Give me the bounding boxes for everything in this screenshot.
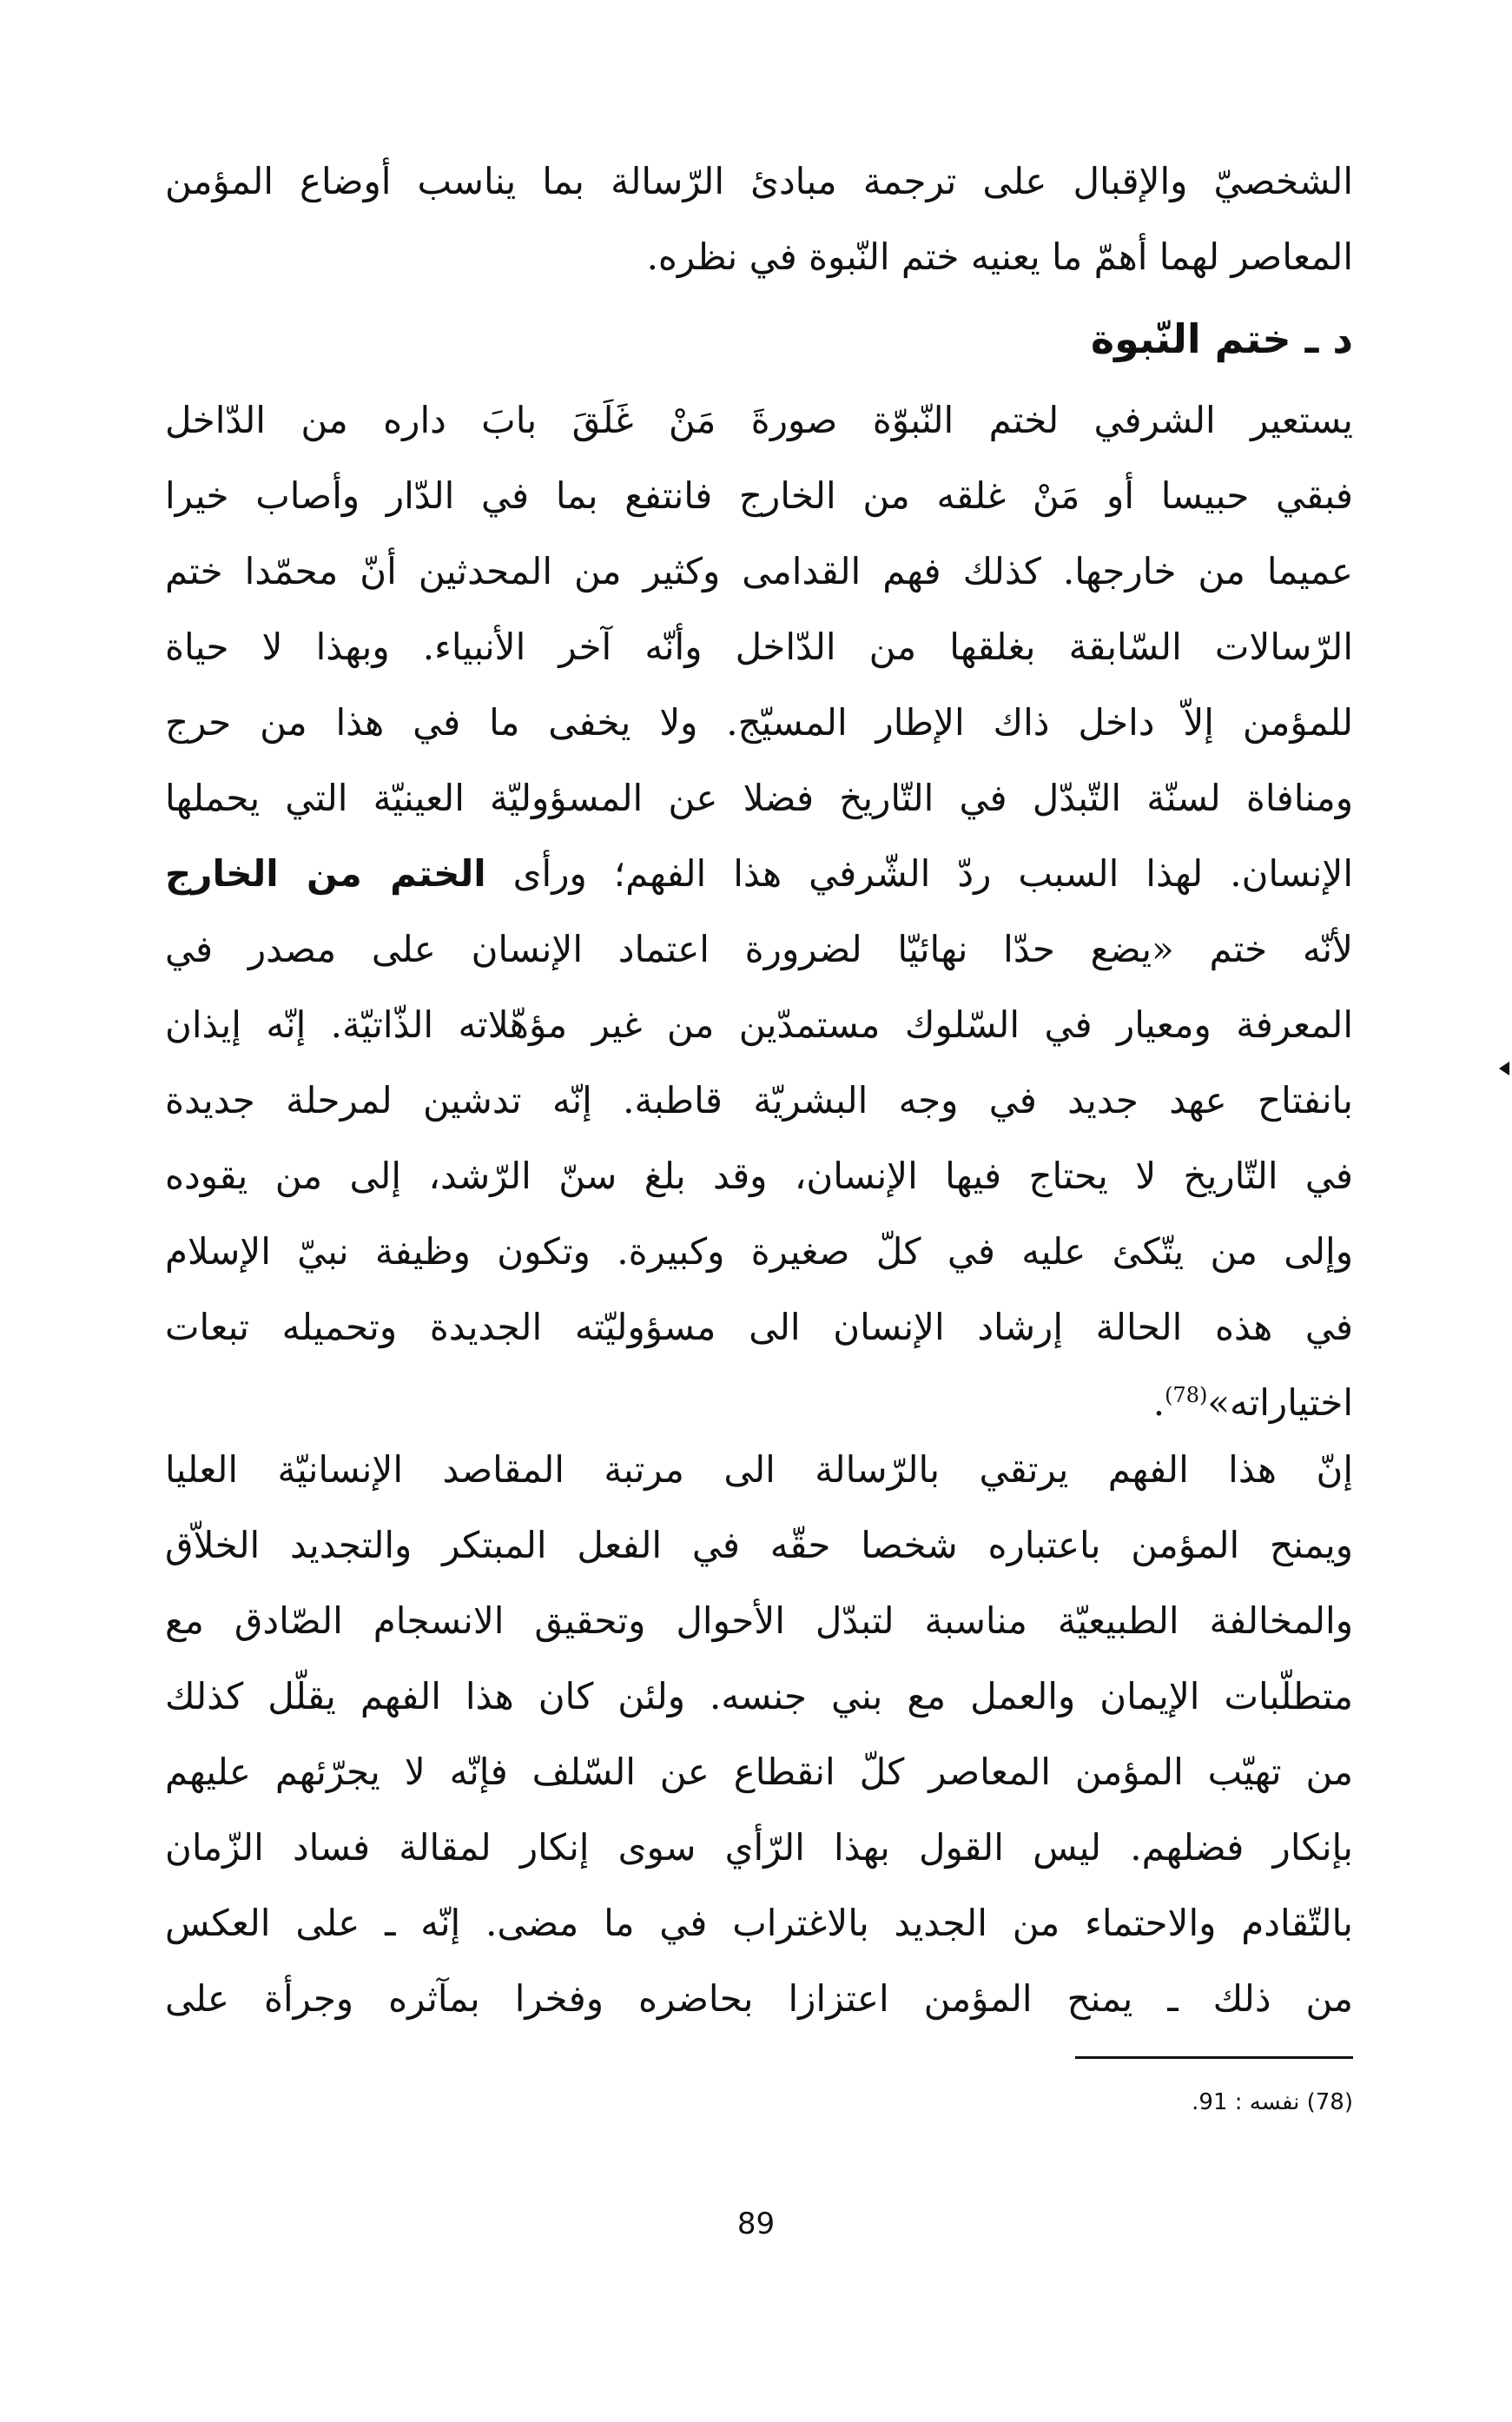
text-line-last bbox=[165, 1365, 1353, 1440]
text-line: لأنّه ختم «يضع حدّا نهائيّا لضرورة اعتماد الإنسان على مصدر في bbox=[165, 928, 1353, 970]
text-line: بإنكار فضلهم. ليس القول بهذا الرّأي سوى إنكار لمقالة فساد الزّمان bbox=[165, 1826, 1353, 1869]
page-number: 89 bbox=[736, 2207, 776, 2241]
line-text: اختياراته» bbox=[1207, 1381, 1353, 1424]
text-line: من تهيّب المؤمن المعاصر كلّ انقطاع عن السّلف فإنّه لا يجرّئهم عليهم bbox=[165, 1750, 1353, 1793]
text-line: فبقي حبيسا أو مَنْ غلقه من الخارج فانتفع بما في الدّار وأصاب خيرا bbox=[165, 474, 1353, 517]
text-line: في التّاريخ لا يحتاج فيها الإنسان، وقد بلغ سنّ الرّشد، إلى من يقوده bbox=[165, 1155, 1353, 1197]
text-line: يستعير الشرفي لختم النّبوّة صورةَ مَنْ غَلَقَ بابَ داره من الدّاخل bbox=[165, 399, 1353, 441]
margin-arrow-icon bbox=[1499, 1062, 1509, 1075]
footnote: (78) نفسه : 91. bbox=[1192, 2089, 1353, 2115]
text-line: من ذلك ـ يمنح المؤمن اعتزازا بحاضره وفخرا بمآثره وجرأة على bbox=[165, 1977, 1353, 2020]
bold-phrase: الختم من الخارج bbox=[165, 852, 486, 895]
text-line: الشخصيّ والإقبال على ترجمة مبادئ الرّسالة بما يناسب أوضاع المؤمن bbox=[165, 160, 1353, 202]
text-line-with-bold bbox=[165, 836, 1353, 911]
text-line: وإلى من يتّكئ عليه في كلّ صغيرة وكبيرة. وتكون وظيفة نبيّ الإسلام bbox=[165, 1230, 1353, 1273]
footnote-reference[interactable]: (78) bbox=[1165, 1383, 1208, 1407]
line-text: الإنسان. لهذا السبب ردّ الشّرفي هذا الفهم؛ ورأى bbox=[485, 852, 1353, 895]
line-end: . bbox=[1152, 1381, 1165, 1424]
paragraph-3 bbox=[165, 1432, 1353, 2036]
text-line: متطلّبات الإيمان والعمل مع بني جنسه. ولئن كان هذا الفهم يقلّل كذلك bbox=[165, 1675, 1353, 1717]
text-line: ومنافاة لسنّة التّبدّل في التّاريخ فضلا عن المسؤوليّة العينيّة التي يحملها bbox=[165, 777, 1353, 819]
section-heading: د ـ ختم النّبوة bbox=[1091, 315, 1353, 362]
paragraph-2 bbox=[165, 382, 1353, 1440]
text-line: ويمنح المؤمن باعتباره شخصا حقّه في الفعل المبتكر والتجديد الخلاّق bbox=[165, 1524, 1353, 1566]
text-line: بانفتاح عهد جديد في وجه البشريّة قاطبة. إنّه تدشين لمرحلة جديدة bbox=[165, 1079, 1353, 1122]
text-line: المعرفة ومعيار في السّلوك مستمدّين من غير مؤهّلاته الذّاتيّة. إنّه إيذان bbox=[165, 1003, 1353, 1046]
text-line: في هذه الحالة إرشاد الإنسان الى مسؤوليّته الجديدة وتحميله تبعات bbox=[165, 1306, 1353, 1348]
text-line: الرّسالات السّابقة بغلقها من الدّاخل وأنّه آخر الأنبياء. وبهذا لا حياة bbox=[165, 625, 1353, 668]
text-line: المعاصر لهما أهمّ ما يعنيه ختم النّبوة في نظره. bbox=[646, 235, 1353, 278]
text-line: إنّ هذا الفهم يرتقي بالرّسالة الى مرتبة المقاصد الإنسانيّة العليا bbox=[165, 1448, 1353, 1491]
paragraph-1 bbox=[165, 143, 1353, 294]
text-line: للمؤمن إلاّ داخل ذاك الإطار المسيّج. ولا يخفى ما في هذا من حرج bbox=[165, 701, 1353, 744]
text-line: بالتّقادم والاحتماء من الجديد بالاغتراب في ما مضى. إنّه ـ على العكس bbox=[165, 1902, 1353, 1944]
footnote-divider bbox=[1075, 2056, 1353, 2059]
text-line: والمخالفة الطبيعيّة مناسبة لتبدّل الأحوال وتحقيق الانسجام الصّادق مع bbox=[165, 1599, 1353, 1642]
text-line: عميما من خارجها. كذلك فهم القدامى وكثير من المحدثين أنّ محمّدا ختم bbox=[165, 550, 1353, 592]
